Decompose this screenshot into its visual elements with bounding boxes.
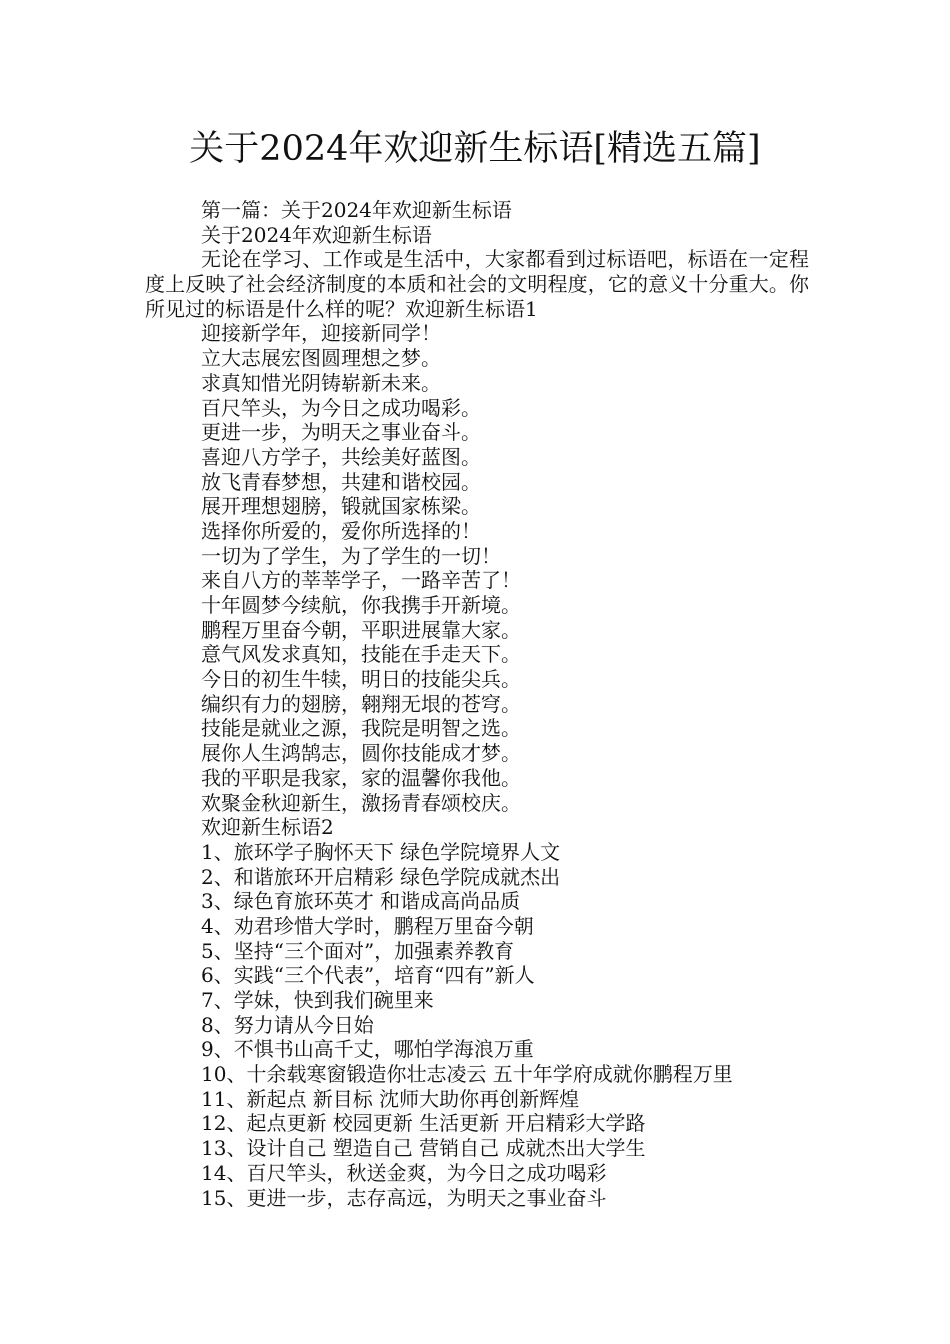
slogan-line: 迎接新学年，迎接新同学！ xyxy=(201,321,441,346)
numbered-slogan: 15、更进一步，志存高远，为明天之事业奋斗 xyxy=(201,1185,607,1210)
numbered-slogan: 13、设计自己 塑造自己 营销自己 成就杰出大学生 xyxy=(201,1136,646,1161)
slogan-line: 今日的初生牛犊，明日的技能尖兵。 xyxy=(201,667,521,692)
slogan-line: 喜迎八方学子，共绘美好蓝图。 xyxy=(201,444,481,469)
slogan-line: 放飞青春梦想，共建和谐校园。 xyxy=(201,469,481,494)
numbered-slogan: 8、努力请从今日始 xyxy=(201,1012,374,1037)
sub-heading: 关于2024年欢迎新生标语 xyxy=(201,222,432,247)
slogan-line: 十年圆梦今续航，你我携手开新境。 xyxy=(201,593,521,618)
numbered-slogan: 10、十余载寒窗锻造你壮志凌云 五十年学府成就你鹏程万里 xyxy=(201,1062,733,1087)
slogan-line: 展开理想翅膀，锻就国家栋梁。 xyxy=(201,494,481,519)
section-heading-2: 欢迎新生标语2 xyxy=(201,815,334,840)
slogan-line: 鹏程万里奋今朝，平职进展靠大家。 xyxy=(201,617,521,642)
numbered-slogan: 14、百尺竿头，秋送金爽，为今日之成功喝彩 xyxy=(201,1160,607,1185)
numbered-slogan: 5、坚持“三个面对”，加强素养教育 xyxy=(201,938,515,963)
numbered-slogan: 2、和谐旅环开启精彩 绿色学院成就杰出 xyxy=(201,864,561,889)
numbered-slogan: 7、学妹，快到我们碗里来 xyxy=(201,988,434,1013)
slogan-line: 更进一步，为明天之事业奋斗。 xyxy=(201,420,481,445)
slogan-line: 编织有力的翅膀，翱翔无垠的苍穹。 xyxy=(201,691,521,716)
slogan-line: 立大志展宏图圆理想之梦。 xyxy=(201,346,441,371)
numbered-slogan: 1、旅环学子胸怀天下 绿色学院境界人文 xyxy=(201,839,561,864)
numbered-slogan: 3、绿色育旅环英才 和谐成高尚品质 xyxy=(201,889,521,914)
slogan-line: 一切为了学生，为了学生的一切！ xyxy=(201,543,501,568)
slogan-line: 意气风发求真知，技能在手走天下。 xyxy=(201,642,521,667)
slogan-line: 百尺竿头，为今日之成功喝彩。 xyxy=(201,395,481,420)
numbered-slogan: 6、实践“三个代表”，培育“四有”新人 xyxy=(201,963,535,988)
slogan-line: 选择你所爱的，爱你所选择的！ xyxy=(201,518,481,543)
numbered-slogan: 12、起点更新 校园更新 生活更新 开启精彩大学路 xyxy=(201,1111,646,1136)
slogan-line: 来自八方的莘莘学子，一路辛苦了！ xyxy=(201,568,521,593)
slogan-line: 展你人生鸿鹄志，圆你技能成才梦。 xyxy=(201,741,521,766)
slogan-line: 欢聚金秋迎新生，激扬青春颂校庆。 xyxy=(201,790,521,815)
numbered-slogan: 11、新起点 新目标 沈师大助你再创新辉煌 xyxy=(201,1086,580,1111)
numbered-slogan: 4、劝君珍惜大学时，鹏程万里奋今朝 xyxy=(201,913,534,938)
slogan-line: 我的平职是我家，家的温馨你我他。 xyxy=(201,765,521,790)
document-title: 关于2024年欢迎新生标语[精选五篇] xyxy=(189,129,761,169)
numbered-slogan: 9、不惧书山高千丈，哪怕学海浪万重 xyxy=(201,1037,534,1062)
section-heading: 第一篇：关于2024年欢迎新生标语 xyxy=(201,198,512,222)
intro-paragraph: 无论在学习、工作或是生活中，大家都看到过标语吧，标语在一定程度上反映了社会经济制度的本质和社会的文明程度，它的意义十分重大。你所见过的标语是什么样的呢？欢迎新生标语1 xyxy=(145,247,809,321)
slogan-line: 求真知惜光阴铸崭新未来。 xyxy=(201,370,441,395)
slogan-line: 技能是就业之源，我院是明智之选。 xyxy=(201,716,521,741)
document-body xyxy=(145,198,809,1210)
